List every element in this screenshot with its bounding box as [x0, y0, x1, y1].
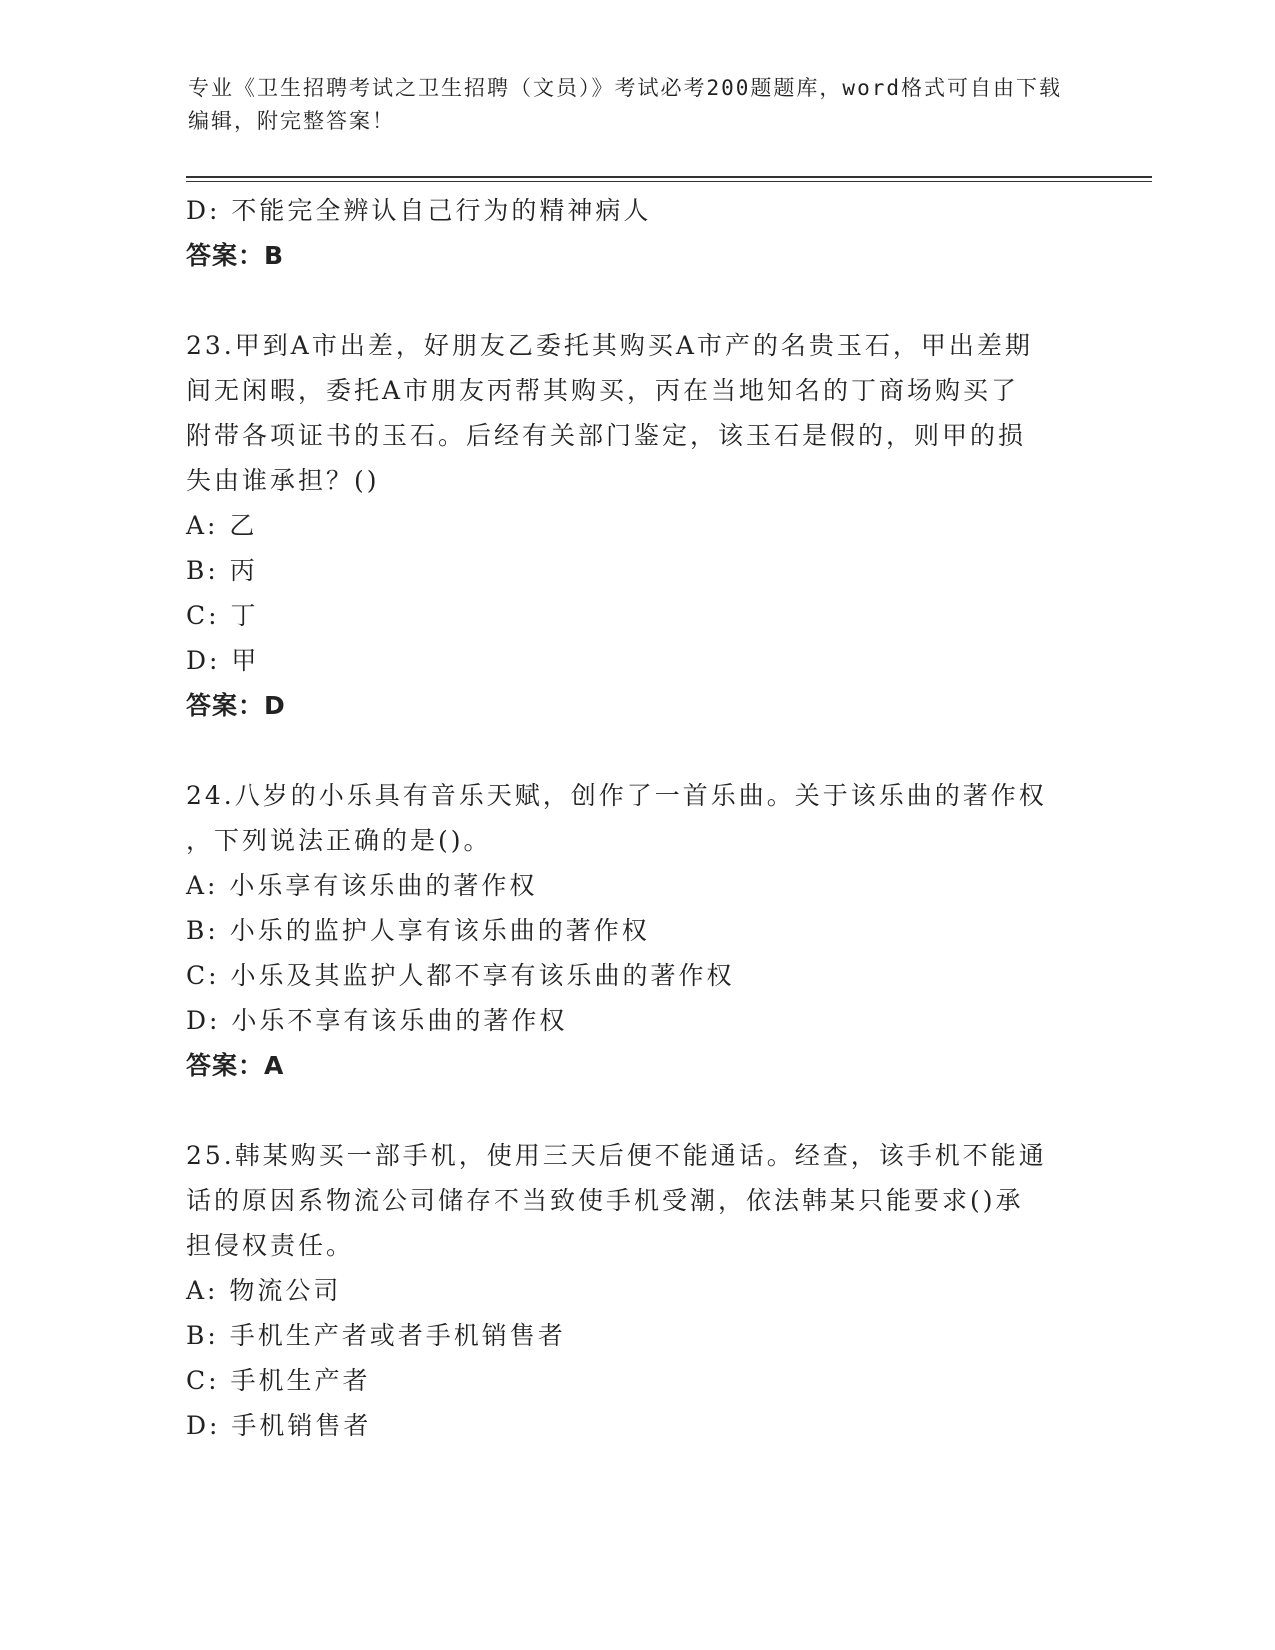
- option-a: A: 物流公司: [186, 1276, 342, 1305]
- answer-line: 答案：D: [186, 691, 286, 720]
- question-stem-line: 23.甲到A市出差，好朋友乙委托其购买A市产的名贵玉石，甲出差期: [186, 331, 1033, 360]
- question-stem-line: 担侵权责任。: [186, 1231, 355, 1260]
- question-stem-line: 25.韩某购买一部手机，使用三天后便不能通话。经查，该手机不能通: [186, 1141, 1047, 1170]
- question-stem-line: 间无闲暇，委托A市朋友丙帮其购买，丙在当地知名的丁商场购买了: [186, 376, 1020, 405]
- question-25: [186, 1133, 1086, 1448]
- option-a: A: 小乐享有该乐曲的著作权: [186, 871, 538, 900]
- question-stem-line: 失由谁承担？(): [186, 466, 380, 495]
- question-stem-line: ，下列说法正确的是()。: [186, 826, 492, 855]
- header-divider-thin: [186, 181, 1152, 182]
- option-d: D: 小乐不享有该乐曲的著作权: [186, 1006, 568, 1035]
- question-24: [186, 773, 1086, 1088]
- question-stem-line: 话的原因系物流公司储存不当致使手机受潮，依法韩某只能要求()承: [186, 1186, 1024, 1215]
- answer-line: 答案：A: [186, 1051, 285, 1080]
- header-divider-thick: [186, 176, 1152, 178]
- question-stem-line: 24.八岁的小乐具有音乐天赋，创作了一首乐曲。关于该乐曲的著作权: [186, 781, 1047, 810]
- option-c: C: 小乐及其监护人都不享有该乐曲的著作权: [186, 961, 735, 990]
- option-c: C: 丁: [186, 601, 259, 630]
- option-d: D: 不能完全辨认自己行为的精神病人: [186, 196, 652, 225]
- option-d: D: 甲: [186, 646, 260, 675]
- option-b: B: 丙: [186, 556, 258, 585]
- document-header: 专业《卫生招聘考试之卫生招聘（文员）》考试必考200题题库，word格式可自由下载编辑，附完整答案！: [188, 76, 1062, 133]
- option-a: A: 乙: [186, 511, 258, 540]
- option-d: D: 手机销售者: [186, 1411, 372, 1440]
- option-b: B: 小乐的监护人享有该乐曲的著作权: [186, 916, 650, 945]
- option-b: B: 手机生产者或者手机销售者: [186, 1321, 566, 1350]
- previous-question-tail: [186, 188, 1086, 278]
- question-23: [186, 323, 1086, 728]
- option-c: C: 手机生产者: [186, 1366, 371, 1395]
- question-stem-line: 附带各项证书的玉石。后经有关部门鉴定，该玉石是假的，则甲的损: [186, 421, 1027, 450]
- question-content: [186, 188, 1086, 1448]
- answer-line: 答案：B: [186, 241, 285, 270]
